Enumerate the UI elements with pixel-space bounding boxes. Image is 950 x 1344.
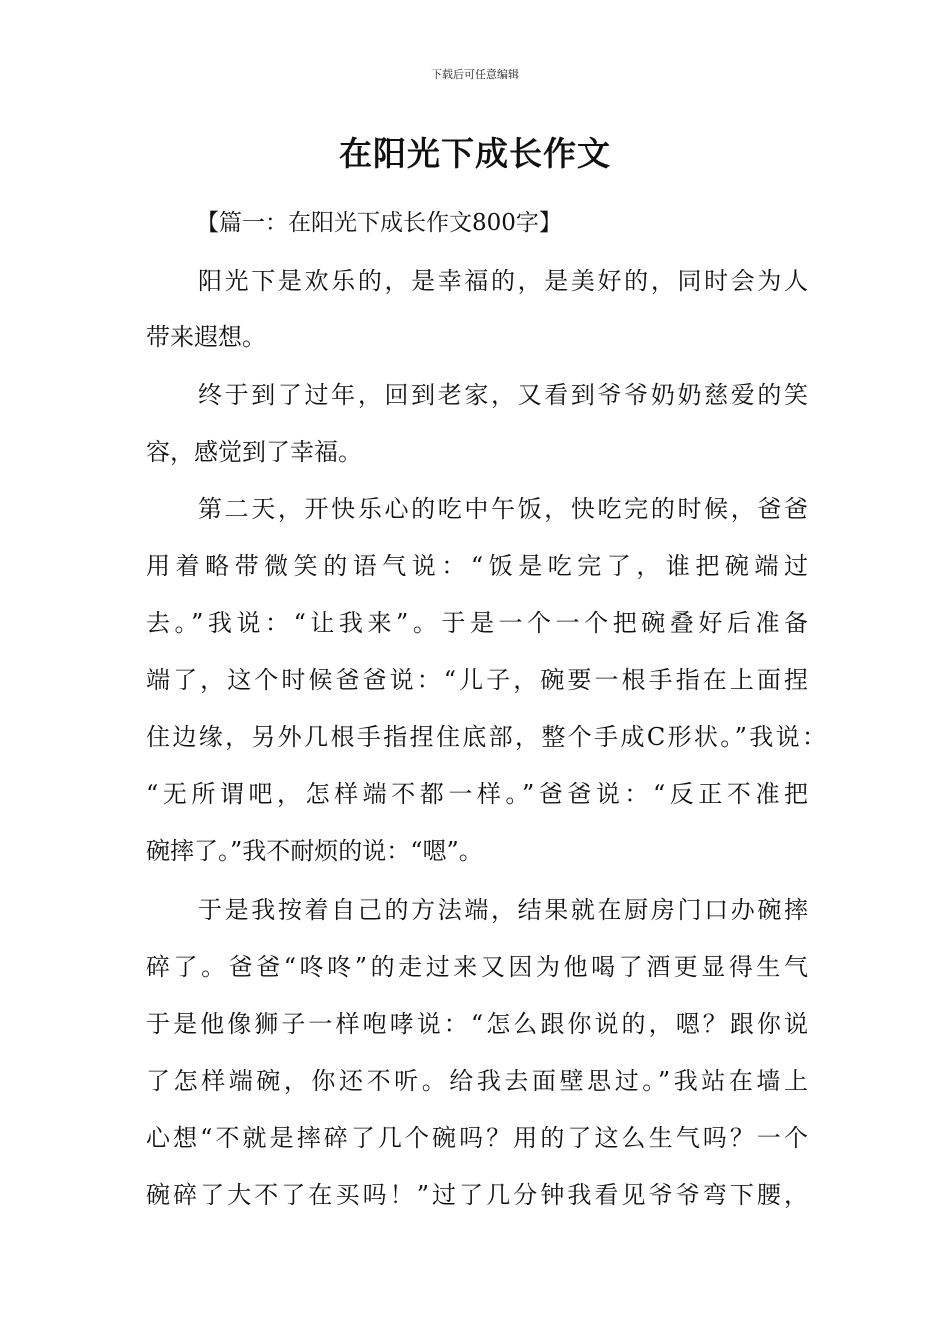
paragraph-line: 用着略带微笑的语气说：“饭是吃完了，谁把碗端过: [146, 552, 808, 580]
paragraph-line: 碗摔了。”我不耐烦的说：“嗯”。: [146, 837, 483, 865]
header-note: 下载后可任意编辑: [431, 68, 519, 81]
paragraph-line: 碗碎了大不了在买吗！”过了几分钟我看见爷爷弯下腰，: [146, 1181, 808, 1209]
paragraph-line: 终于到了过年，回到老家，又看到爷爷奶奶慈爱的笑: [198, 381, 808, 409]
paragraph-line: 容，感觉到了幸福。: [146, 438, 362, 466]
paragraph-line: 了怎样端碗，你还不听。给我去面壁思过。”我站在墙上: [146, 1067, 808, 1095]
paragraph-line: 第二天，开快乐心的吃中午饭，快吃完的时候，爸爸: [198, 495, 808, 523]
paragraph-line: 端了，这个时候爸爸说：“儿子，碗要一根手指在上面捏: [146, 666, 808, 694]
paragraph-line: 住边缘，另外几根手指捏住底部，整个手成C形状。”我说：: [146, 723, 826, 751]
paragraph-line: 去。”我说：“让我来”。于是一个一个把碗叠好后准备: [146, 609, 808, 637]
paragraph-line: 阳光下是欢乐的，是幸福的，是美好的，同时会为人: [198, 267, 808, 295]
paragraph-line: 心想“不就是摔碎了几个碗吗？用的了这么生气吗？一个: [146, 1124, 808, 1152]
paragraph-line: 于是我按着自己的方法端，结果就在厨房门口办碗摔: [198, 896, 808, 924]
paragraph-line: 碎了。爸爸“咚咚”的走过来又因为他喝了酒更显得生气: [146, 953, 808, 981]
paragraph-line: 于是他像狮子一样咆哮说：“怎么跟你说的，嗯？跟你说: [146, 1010, 808, 1038]
paragraph-line: “无所谓吧，怎样端不都一样。”爸爸说：“反正不准把: [146, 780, 808, 808]
section-subtitle: 【篇一：在阳光下成长作文800字】: [196, 210, 562, 236]
paragraph-line: 带来遐想。: [146, 323, 266, 351]
document-title: 在阳光下成长作文: [339, 134, 611, 173]
